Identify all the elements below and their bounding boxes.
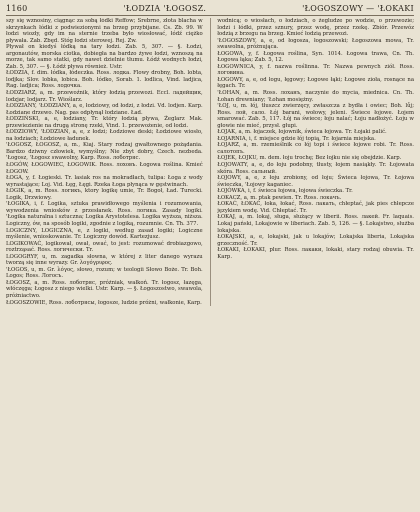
entry: ŁOKAĆ, ŁOKAĆ, łoka, łokać, Ross. лакать, chłeptać, jak pies chłepcze językiem wodę. Vid. Chłeptać. Tr. <box>217 201 414 214</box>
text-columns <box>6 18 414 306</box>
entry: LOGIKOWAĆ, logikował, ował, ować, to jest: rozumować drobiazgowo, roztrząsać. Ross. логически. Tr. <box>6 240 203 254</box>
entry: Pływał on kiedyś łódką na tary łodzi. Zab. 5, 307. — §. Łodzi, argonautów, morska ciotka, dobiegła na bardzo żywe łodzi, wznoszą na morze, tak samo statki, gdy nawet dzielnie tłumu. Łódź wodnych łodzi, Zab. 5, 307. — §. Łódź pływa również. Ustr. <box>6 44 203 70</box>
entry: 'ŁOGOSZ, ŁOGOSZ, a, m., Kiaj. Stary rodzaj gwałtownego pożądania. Bardzo dziwny człowiek, wymyślny; Nie zbyt dobry, Czech. nezbeda. 'Łogosz, 'Łogosz swawolny, Karp. Ross. лоботряс. <box>6 142 203 162</box>
entry: 'ŁOJ, u, m. łój, tłuszcz zwierzęcy, zwłaszcza z bydła i owiec; Boh. lůj; Ross. лой, сало. Łój barani, wołowy, jeleni. Świece łojowe. Łojem smarować. Zab. 5, 117. Łój na świece; łoju nalać; Łoju nadłożyć. Łoju w głowie nie mieć, przysł. głupi. <box>217 103 414 129</box>
entry: ŁOGA, y, f. Łogieski. Tr. lasiak ros na mokradłach, tulipa: Łoga z wody wyrastające; Loj. Vid. Łęg, Łęgi. Rzeka Łoga płynąca w gęstwinach. <box>6 175 203 188</box>
entry: ŁOKAKI, ŁOKAKI, plur. Ross. лакаки, lokaki, stary rodzaj obuwia. Tr. Karp. <box>217 247 414 260</box>
right-running-head: 'ŁOGOSZOWY — 'ŁOKAKI <box>302 4 414 13</box>
entry: 'ŁOGIKA, i, f. Logika, sztuka prawidłowego myślenia i rozumowania, wywodzenia wniosków z przesłanek. Ross. логика. Zasady logiki. 'Łogika naturalna i sztuczna; Logika Arystotelesa. Logika wyższa, niższa. Logiczny, ów, na sposób logiki, zgodnie z logiką, rozumnie. Cn. Th. 377. <box>6 201 203 227</box>
entry: wodnicą; o wiosłach, o łodziach, o żegludze po wodzie, o przewozie; lodzi i łódki, przez sznury, przez wodę, przez rzekę. Zbiór. Przewóz łodzią z brzegu na brzeg. Kmieć łodzią przewozi. <box>217 18 414 38</box>
left-column <box>6 18 203 306</box>
entry: ŁODZIŃSKI, a, e, łodziany, Tr. który łodzią pływa, Żeglarz Mak. przewiezienie na drugą stronę rzeki, Vind. 1. przewożenie, od łodzi. <box>6 116 203 129</box>
entry: ŁOKACZ, a, m. ptak pewien. Tr. Ross. локачъ. <box>217 194 342 201</box>
entry: ŁOGOSZ, a, m. Ross. лоботряс, próżniak, wałkoń. Tr. łogosz, łazęga, włóczęga; Łogosz z niego wielki. Ustr. Karp. — §. Łogoszostwo, swawola, próżniactwo. <box>6 279 203 299</box>
entry: ŁOGOWY, a, e, od łogu, łęgowy; Łogowe łąki; Łogowe zioła, rosnące na łęgach. Tr. <box>217 76 414 90</box>
entry: ŁOKAJ, a, m. lokaj, sługa, służący w liberii. Ross. лакей. Fr. laquais. Lokaj pański, Lokajowie w liberiach. Zab. 5, 126. — §. Lokajstwo, służba lokajska. <box>217 214 414 234</box>
entry: 'ŁOGOS, u, m. Gr. λόγος, słowo, rozum; w teologii Słowo Boże. Tr. Boh. Logos; Ross. Логосъ. <box>6 266 203 280</box>
left-running-head: 'ŁODZIA 'ŁOGOSZ. <box>123 4 207 13</box>
entry: ŁOGOWNICA, y, f. nazwa roślinna. Tr. Nazwa pewnych ziół. Ross. логовина. <box>217 63 414 77</box>
entry: ŁOGÓW, ŁOGOWIEC, ŁOGOWIK. Ross. лоховъ. Łogowa roślina. Kmieć ŁOGOW. <box>6 162 203 175</box>
entry: ŁOJARZ, a, m. rzemieślnik co łój topi i świece łojowe robi. Tr. Ross. салотопъ. <box>217 142 414 155</box>
entry: 'ŁOHAN, a, m. Ross. лоханъ, naczynie do mycia, miednica. Cn. Th. Łohan drewniany; 'Łohan mosiężny. <box>217 90 414 103</box>
entry: ŁOJOWATY, a, e, do łoju podobny, tłusty, łojem nasiąkły. Tr. Łojowata skóra. Ross. сальный. <box>217 162 414 175</box>
page-number: 1160 <box>6 4 28 13</box>
entry: ŁOJOWY, a, e, z łoju zrobiony, od łoju; Świeca łojowa, Tr. Łojowa świeczka, 'Łojowy kaganiec. <box>217 175 414 188</box>
entry: LOGOGRYF, u, m. zagadka słowna, w której z liter danego wyrazu tworzą się inne wyrazy. Gr. λογόγριφος. <box>6 253 203 267</box>
entry: ŁOKAJSKI, a, e, lokajski, jak u lokajów; Lokajska liberia, Lokajska grzeczność. Tr. <box>217 234 414 247</box>
entry: ŁODZIANY, 'ŁODZIANY, a, e, łodziowy, od łodzi, z łodzi. Vd. lodjen. Karp. Łodziane drzewo. Nag. pas odpłynął łodziane. Ład. <box>6 103 203 116</box>
entry: ŁODZIOWY, 'ŁODZIAŃ, a, e, z łodzi; Łodziowe deski; Łodziowe wiosło, na łodziach; Łodziowe ładunek. <box>6 129 203 142</box>
entry: ŁOGIK, a, m. Ross. логикъ, ktory logikę umie, Tr. Bogoł, Ład. Turecki. Logik, Drzwiowy. <box>6 188 203 201</box>
entry: szy się wznosiny, ciągnąc za sobą łódki Reffow; Śrebrne, złota blacha w skrzynkach łódki z podwiezionymi na brzeg przybijane. Cs. Zb. 99. W łodzi wiozły, gdy im na sternie trzeba było wiosłować, łódź ciężko pływała. Zab. Zbęd. Stóg łodzi sterowej. Rej. Zw. <box>6 18 203 44</box>
entry: ŁOJAK, a, m. łojaczek, łojownik, świeca łojowa. Tr. Łojaki palić. <box>217 129 387 136</box>
entry: ŁODZIARZ, a, m. przewoźnik, który łodzią przewozi. Eccl. ладейщик, lodzjar, lodjarz. Tr. Wioślarz. <box>6 90 203 103</box>
entry: ŁODZIA, f. dim. łódka, łódeczka. Ross. лодка. Flowy drobny, Boh. lobta, lodjka; Slov. lobka, lobica. Boh. łódko, Sorab. 1. lodlica, Vind. ladjica, Rag. ladjica; Ross. лодочка. <box>6 70 203 90</box>
entry: ŁOJÓWKA, i, f. świeca łojowa, łojowa świeczka. Tr. <box>217 188 353 195</box>
entry: ŁOGOWA, y, f. Łogowa roślina, Syn. 1014. Łogowa trawa, Cn. Th. Łogowa łąka; Zab. 5, 12. <box>217 50 414 64</box>
entry: ŁOJEK, ŁOJKU, m. dem. łoju trochę; Bez łojku nie się obejdzie. Karp. <box>217 155 402 162</box>
entry: ŁOJARNIA, i, f. miejsce gdzie łój topią, Tr. łojarnia miejska. <box>217 135 376 142</box>
entry: 'ŁOGOSZOWY, a, e, od łogosza, łogoszowski; Łogoszowa mowa, Tr. swawolna, próżnująca. <box>217 37 414 51</box>
entry: ŁOGOSZOWIE, Ross. лоботрясы, łogosze, ludzie próżni, wałkonie, Karp. <box>6 299 202 306</box>
entry: LOGICZNY, LOGICZNA, e, z logiki, według zasad logiki; Logiczne myślenie, wnioskowanie. Tr. Logiczny dowód. Kartezjusz. <box>6 227 203 241</box>
right-column <box>217 18 414 306</box>
running-header <box>6 4 414 16</box>
column-divider <box>210 18 211 306</box>
